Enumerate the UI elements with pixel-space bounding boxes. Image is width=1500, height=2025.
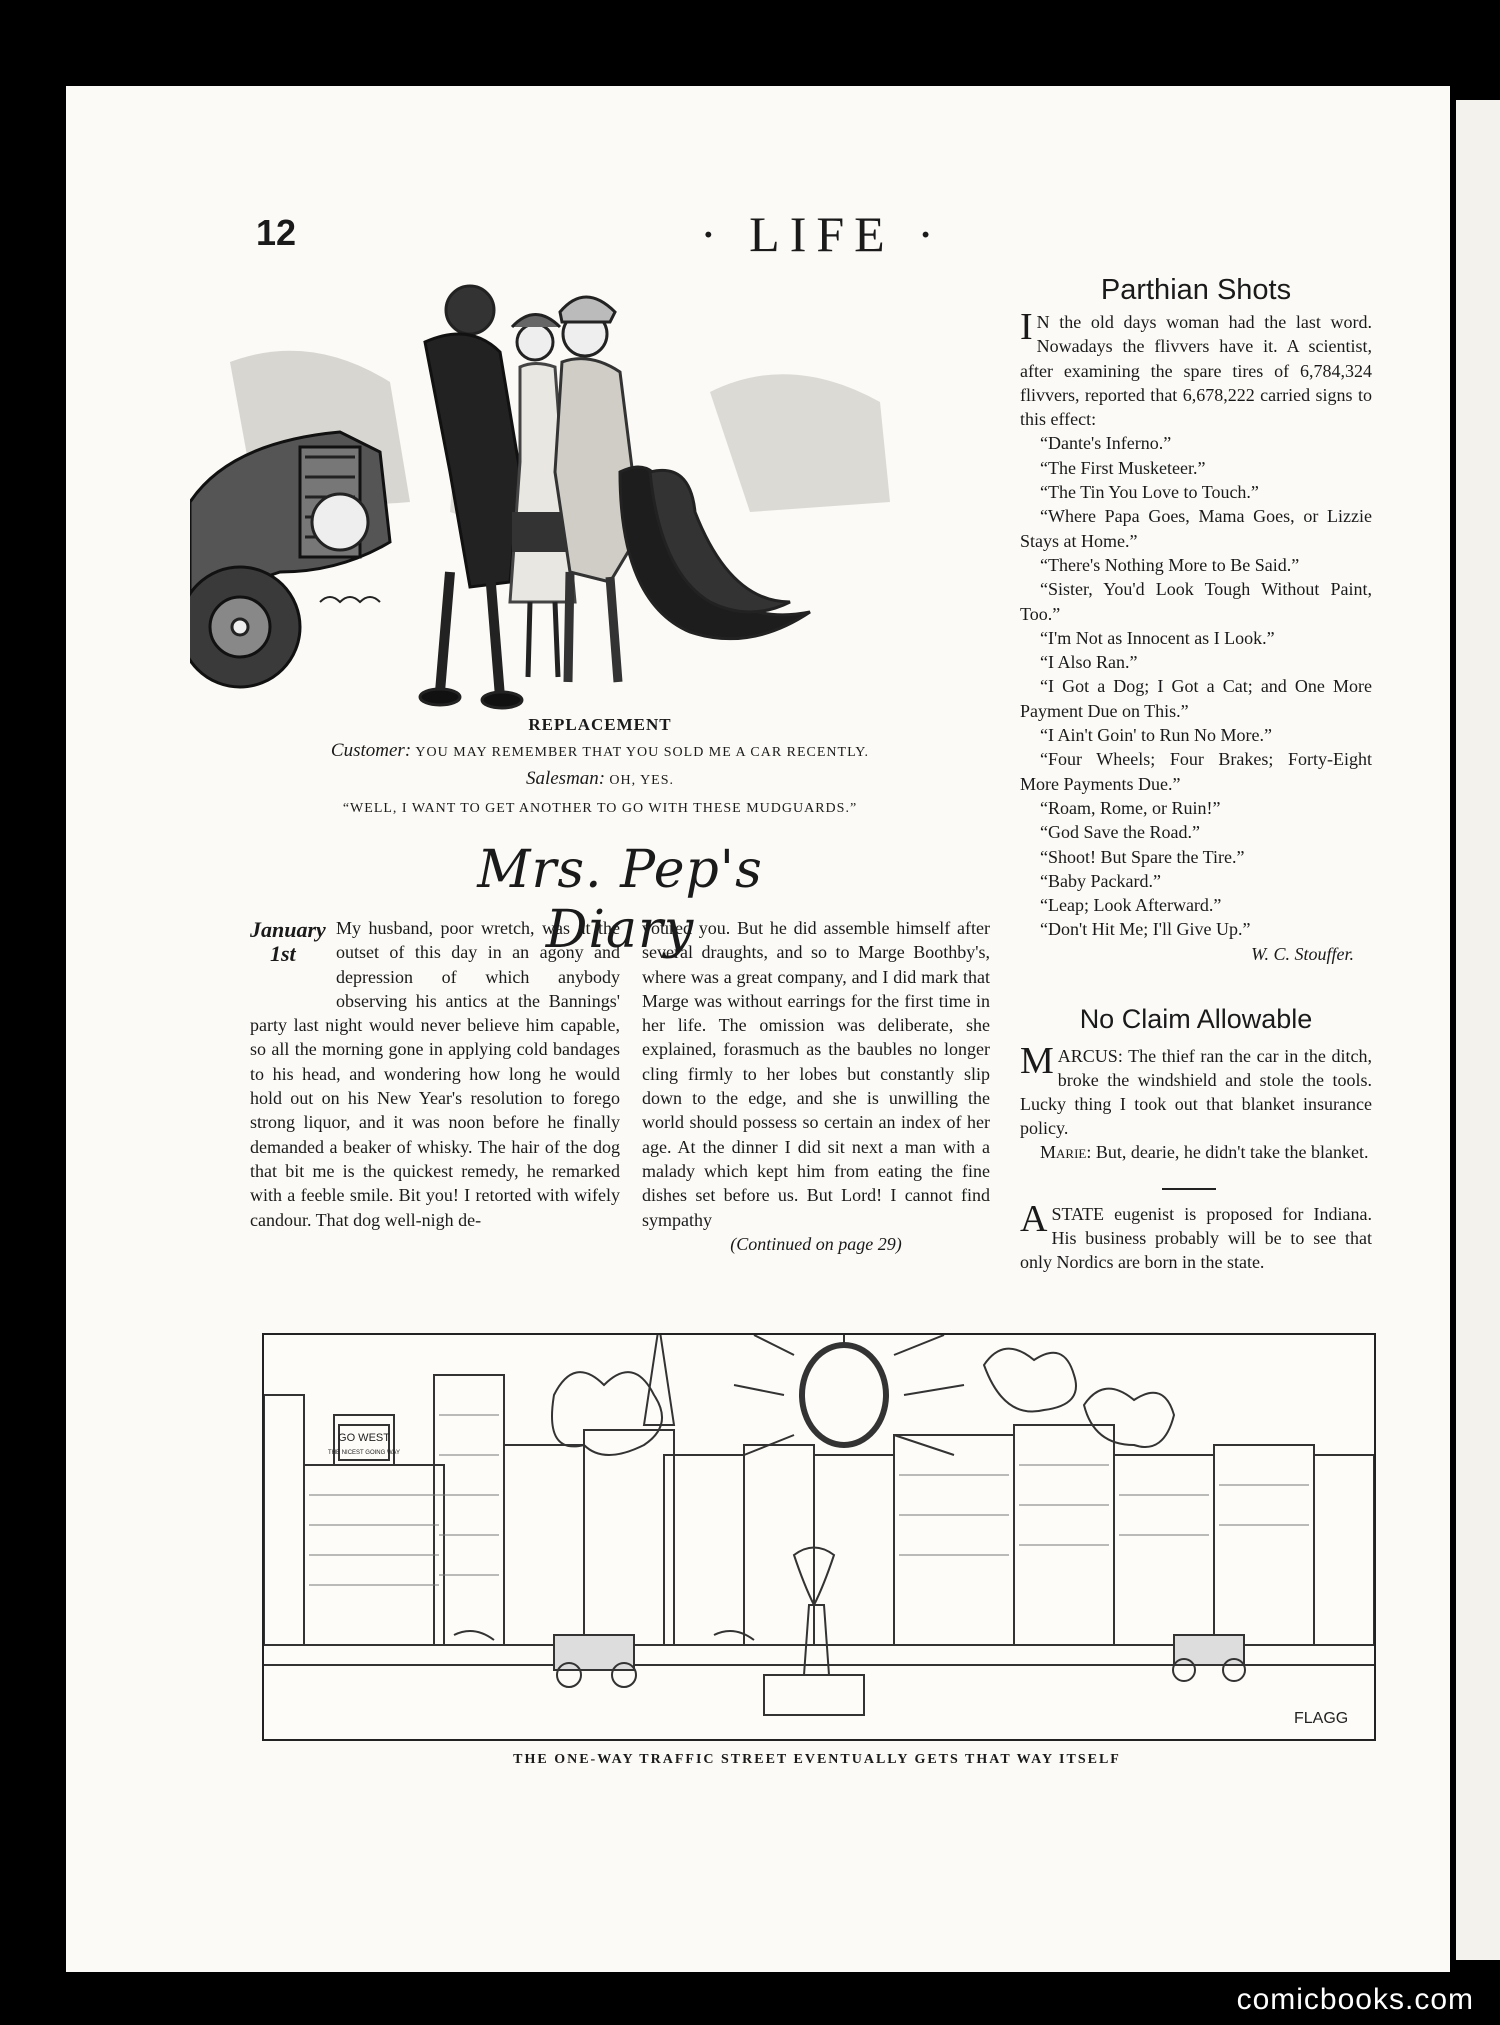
diary-text-1: My husband, poor wretch, was at the outset of this day in an agony and depression of which anybody observing his antics at the Bannings' party last night would never believe him capable, so all the morning gone in applying cold bandages to his head, and wondering how long he would hold out on his New Year's resolution to forego strong liquor, and it was noon before he finally demanded a beaker of whisky. The hair of the dog that bit me is the quickest remedy, he remarked with a feeble smile. Bit you! I retorted with wifely candour. That dog well-nigh de- <box>250 918 620 1230</box>
sign-item: “Don't Hit Me; I'll Give Up.” <box>1040 919 1251 940</box>
marcus-text: : The thief ran the car in the ditch, broke the windshield and stole the tools. Lucky thing I took out that blanket insurance policy. <box>1020 1046 1372 1138</box>
caption-title: REPLACEMENT <box>528 715 672 734</box>
sign-item: “There's Nothing More to Be Said.” <box>1040 554 1300 575</box>
sign-item: “Where Papa Goes, Mama Goes, or Lizzie Stays at Home.” <box>1020 506 1372 551</box>
one-way-street-illustration <box>262 1333 1376 1741</box>
caption-line-customer-reply <box>220 794 980 822</box>
sign-item: “I Also Ran.” <box>1040 652 1138 673</box>
diary-column-2 <box>642 916 990 1256</box>
date-day: 1st <box>270 941 296 966</box>
sign-item: “Leap; Look Afterward.” <box>1040 895 1222 916</box>
marcus-name: ARCUS <box>1057 1046 1118 1066</box>
masthead: · LIFE · <box>700 206 944 262</box>
parthian-intro-text: N the old days woman had the last word. Nowadays the flivvers have it. A scientist, after examining the spare tires of 6,784,324 flivvers, reported that 6,678,222 carried signs to this effect: <box>1020 312 1372 430</box>
caption-line-salesman <box>220 766 980 794</box>
site-watermark: comicbooks.com <box>1236 1983 1474 2016</box>
drop-cap-i: I <box>1020 306 1033 348</box>
diary-heading: Mrs. Pep's Diary <box>477 840 763 960</box>
speaker-customer: Customer: <box>330 740 412 761</box>
salesman-line: OH, YES. <box>609 773 675 788</box>
section-divider <box>1162 1188 1216 1190</box>
sign-item: “Four Wheels; Four Brakes; Forty-Eight More Payments Due.” <box>1020 749 1372 794</box>
sign-item: “I Ain't Goin' to Run No More.” <box>1040 725 1272 746</box>
sign-item: “Dante's Inferno.” <box>1040 433 1172 454</box>
drop-cap-m: M <box>1020 1040 1054 1082</box>
diary-text-2: voured you. But he did assemble himself after several draughts, and so to Marge Boothby's, where was a great company, and I did mark that Marge was without earrings for the first time in her life. The omission was deliberate, she explained, forasmuch as the baubles no longer cling firmly to her lobes but constantly slip down to the edge, and she is unwilling the world should possess so certain an index of her age. At the dinner I did sit next a man with a malady which kept him from eating the fine dishes set before us. But Lord! I cannot find sympathy <box>642 918 990 1230</box>
bottom-caption: THE ONE-WAY TRAFFIC STREET EVENTUALLY GETS THAT WAY ITSELF <box>513 1752 1121 1767</box>
sign-item: “Shoot! But Spare the Tire.” <box>1040 846 1245 867</box>
sign-item: “God Save the Road.” <box>1040 822 1200 843</box>
diary-column-1 <box>250 916 620 1232</box>
parthian-author: W. C. Stouffer. <box>1251 943 1354 964</box>
sign-item: “Sister, You'd Look Tough Without Paint, Too.” <box>1020 579 1372 624</box>
customer-line: YOU MAY REMEMBER THAT YOU SOLD ME A CAR RECENTLY. <box>415 745 870 760</box>
sign-item: “I'm Not as Innocent as I Look.” <box>1040 627 1275 648</box>
replacement-caption <box>220 712 980 822</box>
parthian-intro <box>1020 306 1372 431</box>
diary-date <box>250 916 336 992</box>
marie-name: Marie <box>1040 1142 1087 1162</box>
continued-note: (Continued on page 29) <box>730 1233 902 1254</box>
eugenist-text: STATE eugenist is proposed for Indiana. His business probably will be to see that only Nordics are born in the state. <box>1020 1204 1372 1272</box>
parthian-heading: Parthian Shots <box>1100 274 1292 306</box>
artist-signature: FLAGG <box>1294 1710 1349 1727</box>
marie-line <box>1020 1140 1372 1164</box>
replacement-illustration <box>190 272 990 712</box>
sign-item: “Roam, Rome, or Ruin!” <box>1040 797 1221 818</box>
adjacent-page-edge <box>1456 100 1500 1960</box>
customer-reply: “WELL, I WANT TO GET ANOTHER TO GO WITH THESE MUDGUARDS.” <box>342 801 858 816</box>
sign-item: “The First Musketeer.” <box>1040 457 1206 478</box>
page-number: 12 <box>256 212 297 253</box>
sign-text-1: GO WEST <box>338 1432 390 1444</box>
sign-item: “The Tin You Love to Touch.” <box>1040 482 1259 503</box>
drop-cap-a: A <box>1020 1198 1048 1240</box>
street-drawing <box>264 1335 1374 1739</box>
marie-text: : But, dearie, he didn't take the blanket. <box>1086 1142 1369 1162</box>
marcus-line <box>1020 1040 1372 1140</box>
sign-item: “Baby Packard.” <box>1040 870 1161 891</box>
sign-text-2: THE NICEST GOING WAY <box>328 1450 400 1456</box>
date-month: January <box>250 917 326 942</box>
sign-item: “I Got a Dog; I Got a Cat; and One More Payment Due on This.” <box>1020 676 1372 721</box>
parthian-column <box>1020 306 1372 966</box>
eugenist-paragraph <box>1020 1198 1372 1274</box>
claim-heading: No Claim Allowable <box>1079 1004 1313 1034</box>
claim-text <box>1020 1040 1372 1164</box>
speaker-salesman: Salesman: <box>525 768 606 789</box>
caption-line-customer <box>220 738 980 766</box>
